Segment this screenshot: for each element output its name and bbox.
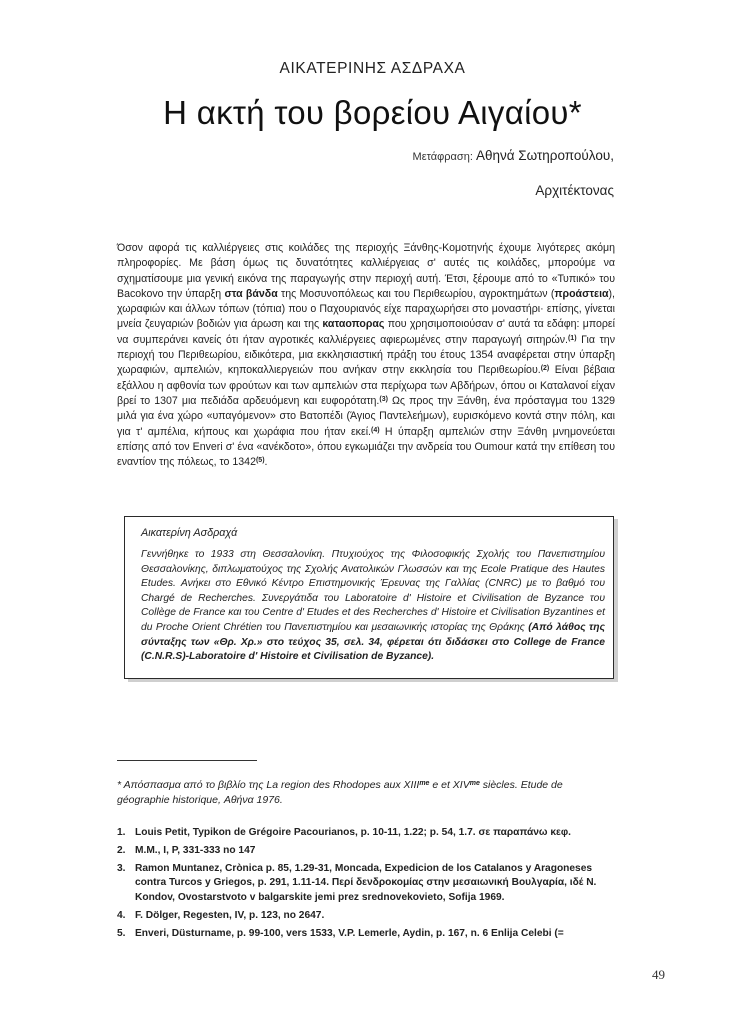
bold-term: καταοπορας	[322, 318, 385, 331]
note-ref: (4)	[371, 426, 380, 434]
bold-term: προάστεια	[554, 287, 609, 300]
article-title	[0, 94, 745, 132]
endnote-text: Louis Petit, Typikon de Grégoire Pacourianos, p. 10-11, 1.22; p. 54, 1.7. σε παραπάνω κεφ.	[135, 827, 571, 838]
endnote-number: 5.	[117, 927, 126, 939]
title-asterisk: *	[568, 94, 582, 131]
bio-correction: (Από λάθος της σύνταξης των «Θρ. Χρ.» στο τεύχος 35, σελ. 34, φέρεται ότι διδάσκει στο College de France (C.N.R.S)-Laboratoire d' Histoire et Civilisation de Byzance).	[141, 621, 606, 663]
endnote-number: 4.	[117, 909, 126, 921]
bio-name: Αικατερίνη Ασδραχά	[141, 527, 238, 539]
bold-term: στα βάνδα	[224, 287, 278, 300]
note-ref: (5)	[255, 457, 265, 465]
translation-label: Μετάφραση:	[412, 151, 473, 163]
translator-role: Αρχιτέκτονας	[535, 183, 614, 198]
endnote-number: 1.	[117, 827, 126, 838]
translation-credit	[413, 148, 614, 163]
author-name: ΑΙΚΑΤΕΡΙΝΗΣ ΑΣΔΡΑΧΑ	[279, 60, 466, 77]
source-footnote: * Απόσπασμα από το βιβλίο της La region des Rhodopes aux $XIII^{me}$ e et $XIV^{me}$ siècles. Etude de géographie historique, Αθήνα 1976.	[117, 779, 563, 806]
author-bio-box	[124, 516, 614, 679]
endnote	[117, 909, 613, 924]
endnote-text: Enveri, Düsturname, p. 99-100, vers 1533, V.P. Lemerle, Aydin, p. 167, n. 6 Enlija Celebi (=	[135, 927, 564, 939]
endnote-text: Ramon Muntanez, Crònica p. 85, 1.29-31, Moncada, Expedicion de los Catalanos y Aragoneses contra Turcos y Griegos, p. 291, 1.11-14. Περί δενδροκομίας στην μεσαιωνική Βουλγαρία, ιδέ N. Kondov, Ovostarstvoto v balgarskite jemi prez srednovekovieto, Sofija 1969.	[135, 862, 597, 904]
translator-name: Αθηνά Σωτηροπούλου,	[475, 148, 614, 163]
note-ref: (2)	[540, 365, 550, 373]
endnote	[117, 844, 613, 859]
footnote-divider	[117, 760, 257, 761]
title-text: Η ακτή του βορείου Αιγαίου	[163, 94, 569, 131]
endnote-text: M.M., I, P, 331-333 no 147	[135, 844, 256, 856]
body-paragraph: Όσον αφορά τις καλλιέργειες στις κοιλάδες της περιοχής Ξάνθης-Κομοτηνής έχουμε λιγότερες ακόμη πληροφορίες. Με βάση όμως τις δυνατότητες καλλιέργειας σ' αυτές τις κοιλάδες, μπορούμε να σχηματίσουμε μια γενική εικόνα της παραγωγής στην περιοχή αυτή. Έτσι, ξέρουμε από το «Τυπικό» του Bacokovo την ύπαρξη στα βάνδα της Μοσυνοπόλεως και του Περιθεωρίου, αγροκτημάτων (προάστεια), χωραφιών και άλλων τόπων (τόπια) που ο Παχουριανός είχε παραχωρήσει στο μοναστήρι· επίσης, γίνεται μνεία ζευγαριών βοδιών για άρωση και της καταοπορας που χρησιμοποιούσαν σ' αυτά τα εδάφη: μπορεί να συμπεράνει κανείς ότι ήταν αγροτικές καλλιέργειες αφιερωμένες στην παραγωγή σιτηρών.$^{(1)}$ Για την περιοχή του Περιθεωρίου, ειδικότερα, μια εκκλησιαστική πράξη του έτους 1354 αναφέρεται στην ύπαρξη χωραφιών, αμπελιών, κηποκαλλιεργειών που ανήκαν στην εκκλησία του Περιθεωρίου.$^{(2)}$ Είναι βέβαια εξάλλου η αφθονία των φρούτων και των αμπελιών στα περίχωρα των Αβδήρων, όπου οι Καταλανοί είχαν βρεί το 1307 μια πεδιάδα αρδευόμενη και ευφορότατη.$^{(3)}$ Ως προς την Ξάνθη, ένα πρόσταγμα του 1329 μιλά για ένα χώρο «υπαγόμενον» στο Βατοπέδι (Άγιος Παντελεήμων), ευρισκόμενο κοντά στην πόλη, και για τ' αμπέλια, κήπους και χωράφια που ήταν εκεί.$^{(4)}$ Η ύπαρξη αμπελιών στην Ξάνθη μνημονεύεται επίσης από τον Enveri σ' ένα «ανέκδοτο», όπου εγκωμιάζει την ανδρεία του Oumour κατά την επίθεση του εναντίον της πόλεως, το 1342$^{(5)}$.	[117, 242, 616, 469]
endnote	[117, 927, 613, 942]
endnotes-list	[117, 826, 613, 945]
note-ref: (3)	[379, 395, 388, 403]
endnote	[117, 862, 613, 906]
endnote-text: F. Dölger, Regesten, IV, p. 123, no 2647.	[135, 909, 325, 921]
endnote-number: 3.	[117, 862, 126, 874]
page-number: 49	[652, 967, 665, 982]
endnote-number: 2.	[117, 844, 126, 856]
note-ref: (1)	[567, 334, 577, 342]
endnote	[117, 826, 613, 841]
bio-text: Γεννήθηκε το 1933 στη Θεσσαλονίκη. Πτυχιούχος της Φιλοσοφικής Σχολής του Πανεπιστημίου Θεσσαλονίκης, διπλωματούχος της Σχολής Ανατολικών Γλωσσών και της Ecole Pratique des Hautes Etudes. Ανήκει στο Εθνικό Κέντρο Επιστημονικής Έρευνας της Γαλλίας (CNRC) με το βαθμό του Chargé de Recherches. Συνεργάτιδα του Laboratoire d' Histoire et Civilisation de Byzance του Collège de France και του Centre d' Etudes et des Recherches d' Histoire et Civilisation Byzantines et du Proche Orient Chrétien του Πανεπιστημίου και μεσαιωνικής ιστορίας της Θράκης (Από λάθος της σύνταξης των «Θρ. Χρ.» στο τεύχος 35, σελ. 34, φέρεται ότι διδάσκει στο College de France (C.N.R.S)-Laboratoire d' Histoire et Civilisation de Byzance).	[141, 549, 606, 663]
